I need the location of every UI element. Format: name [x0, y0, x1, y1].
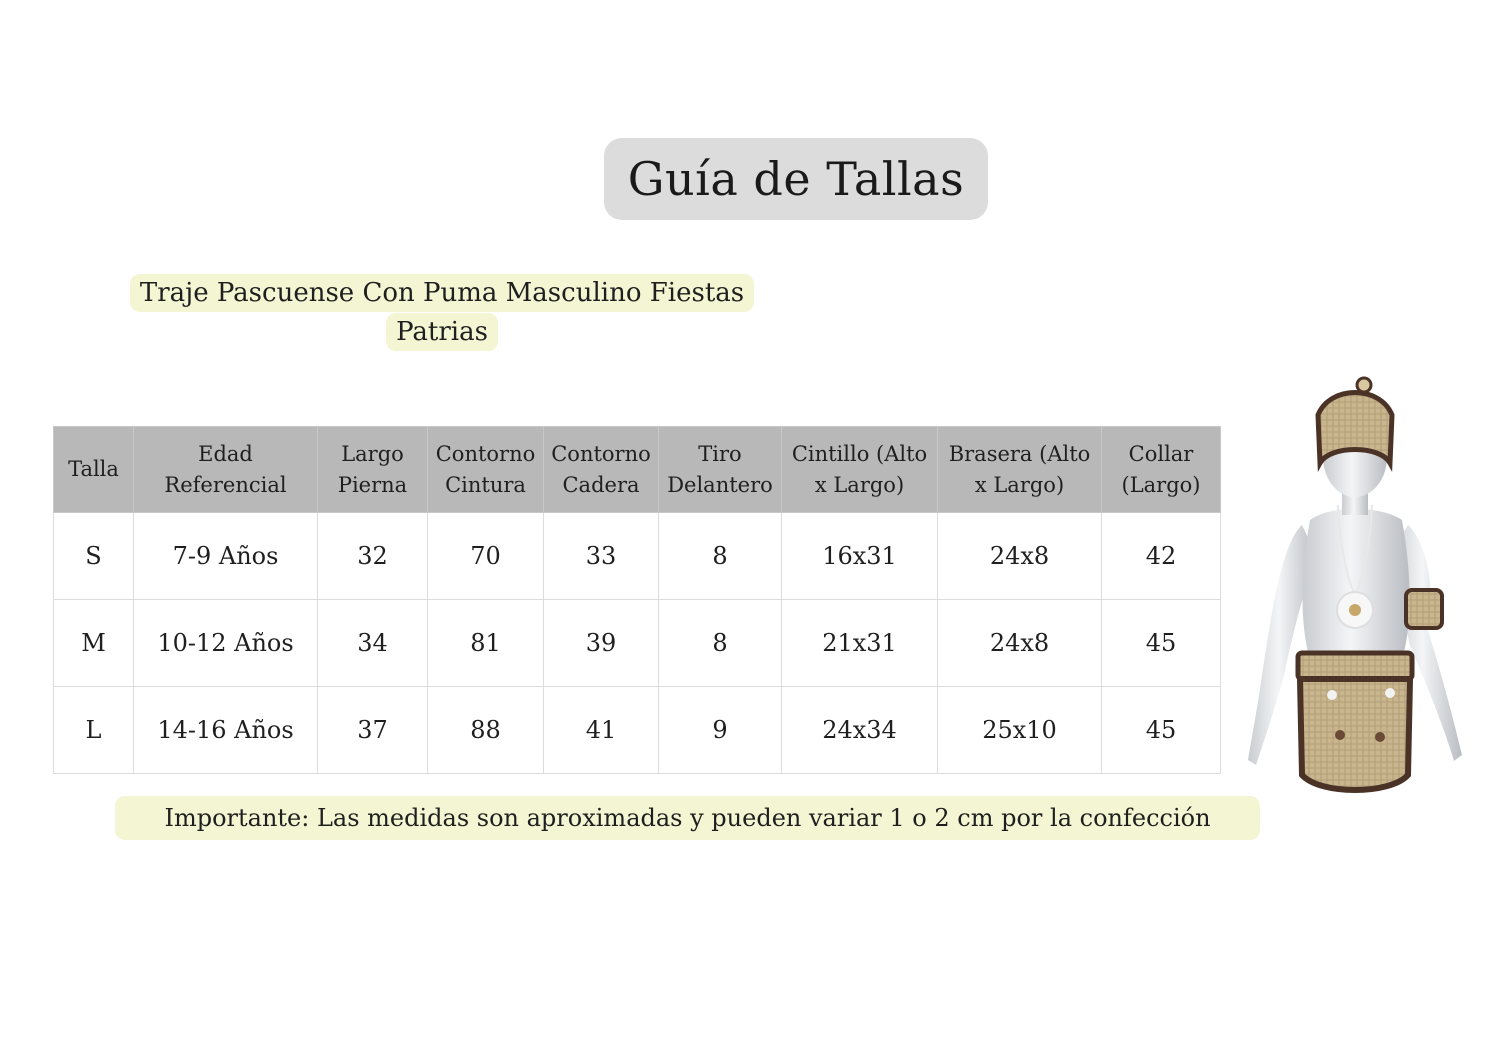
header-contorno-cintura: Contorno Cintura: [428, 427, 544, 513]
note-important: [115, 796, 1260, 840]
page-title: Guía de Tallas: [627, 152, 965, 206]
product-title-line2: Patrias: [386, 313, 498, 351]
size-table: [53, 426, 1221, 774]
cell-collar: 42: [1102, 513, 1221, 600]
header-brasera: Brasera (Alto x Largo): [938, 427, 1102, 513]
cell-brasera: 24x8: [938, 600, 1102, 687]
cell-brasera: 24x8: [938, 513, 1102, 600]
cell-edad: 14-16 Años: [134, 687, 318, 774]
cell-largo-pierna: 37: [318, 687, 428, 774]
cell-edad: 7-9 Años: [134, 513, 318, 600]
cell-edad: 10-12 Años: [134, 600, 318, 687]
header-largo-pierna: Largo Pierna: [318, 427, 428, 513]
header-cintillo: Cintillo (Alto x Largo): [782, 427, 938, 513]
mannequin-illustration: [1240, 375, 1470, 805]
cell-tiro: 8: [659, 513, 782, 600]
cell-collar: 45: [1102, 600, 1221, 687]
table-row: [54, 513, 1221, 600]
header-edad: Edad Referencial: [134, 427, 318, 513]
header-collar: Collar (Largo): [1102, 427, 1221, 513]
cell-contorno-cadera: 39: [544, 600, 659, 687]
cell-tiro: 8: [659, 600, 782, 687]
cell-collar: 45: [1102, 687, 1221, 774]
cell-brasera: 25x10: [938, 687, 1102, 774]
product-title: [110, 274, 774, 352]
table-header-row: [54, 427, 1221, 513]
cell-cintillo: 21x31: [782, 600, 938, 687]
cell-contorno-cintura: 81: [428, 600, 544, 687]
cell-contorno-cintura: 88: [428, 687, 544, 774]
cell-talla: S: [54, 513, 134, 600]
header-tiro: Tiro Delantero: [659, 427, 782, 513]
mannequin-costume-photo: [1240, 375, 1470, 805]
cell-cintillo: 24x34: [782, 687, 938, 774]
cell-talla: L: [54, 687, 134, 774]
title-box: [604, 138, 988, 220]
cell-contorno-cintura: 70: [428, 513, 544, 600]
table-row: [54, 687, 1221, 774]
cell-talla: M: [54, 600, 134, 687]
table-row: [54, 600, 1221, 687]
cell-largo-pierna: 34: [318, 600, 428, 687]
cell-contorno-cadera: 41: [544, 687, 659, 774]
header-talla: Talla: [54, 427, 134, 513]
cell-cintillo: 16x31: [782, 513, 938, 600]
product-title-line1: Traje Pascuense Con Puma Masculino Fiestas: [130, 274, 754, 312]
note-text: Importante: Las medidas son aproximadas y pueden variar 1 o 2 cm por la confección: [164, 804, 1211, 832]
cell-largo-pierna: 32: [318, 513, 428, 600]
cell-contorno-cadera: 33: [544, 513, 659, 600]
header-contorno-cadera: Contorno Cadera: [544, 427, 659, 513]
cell-tiro: 9: [659, 687, 782, 774]
